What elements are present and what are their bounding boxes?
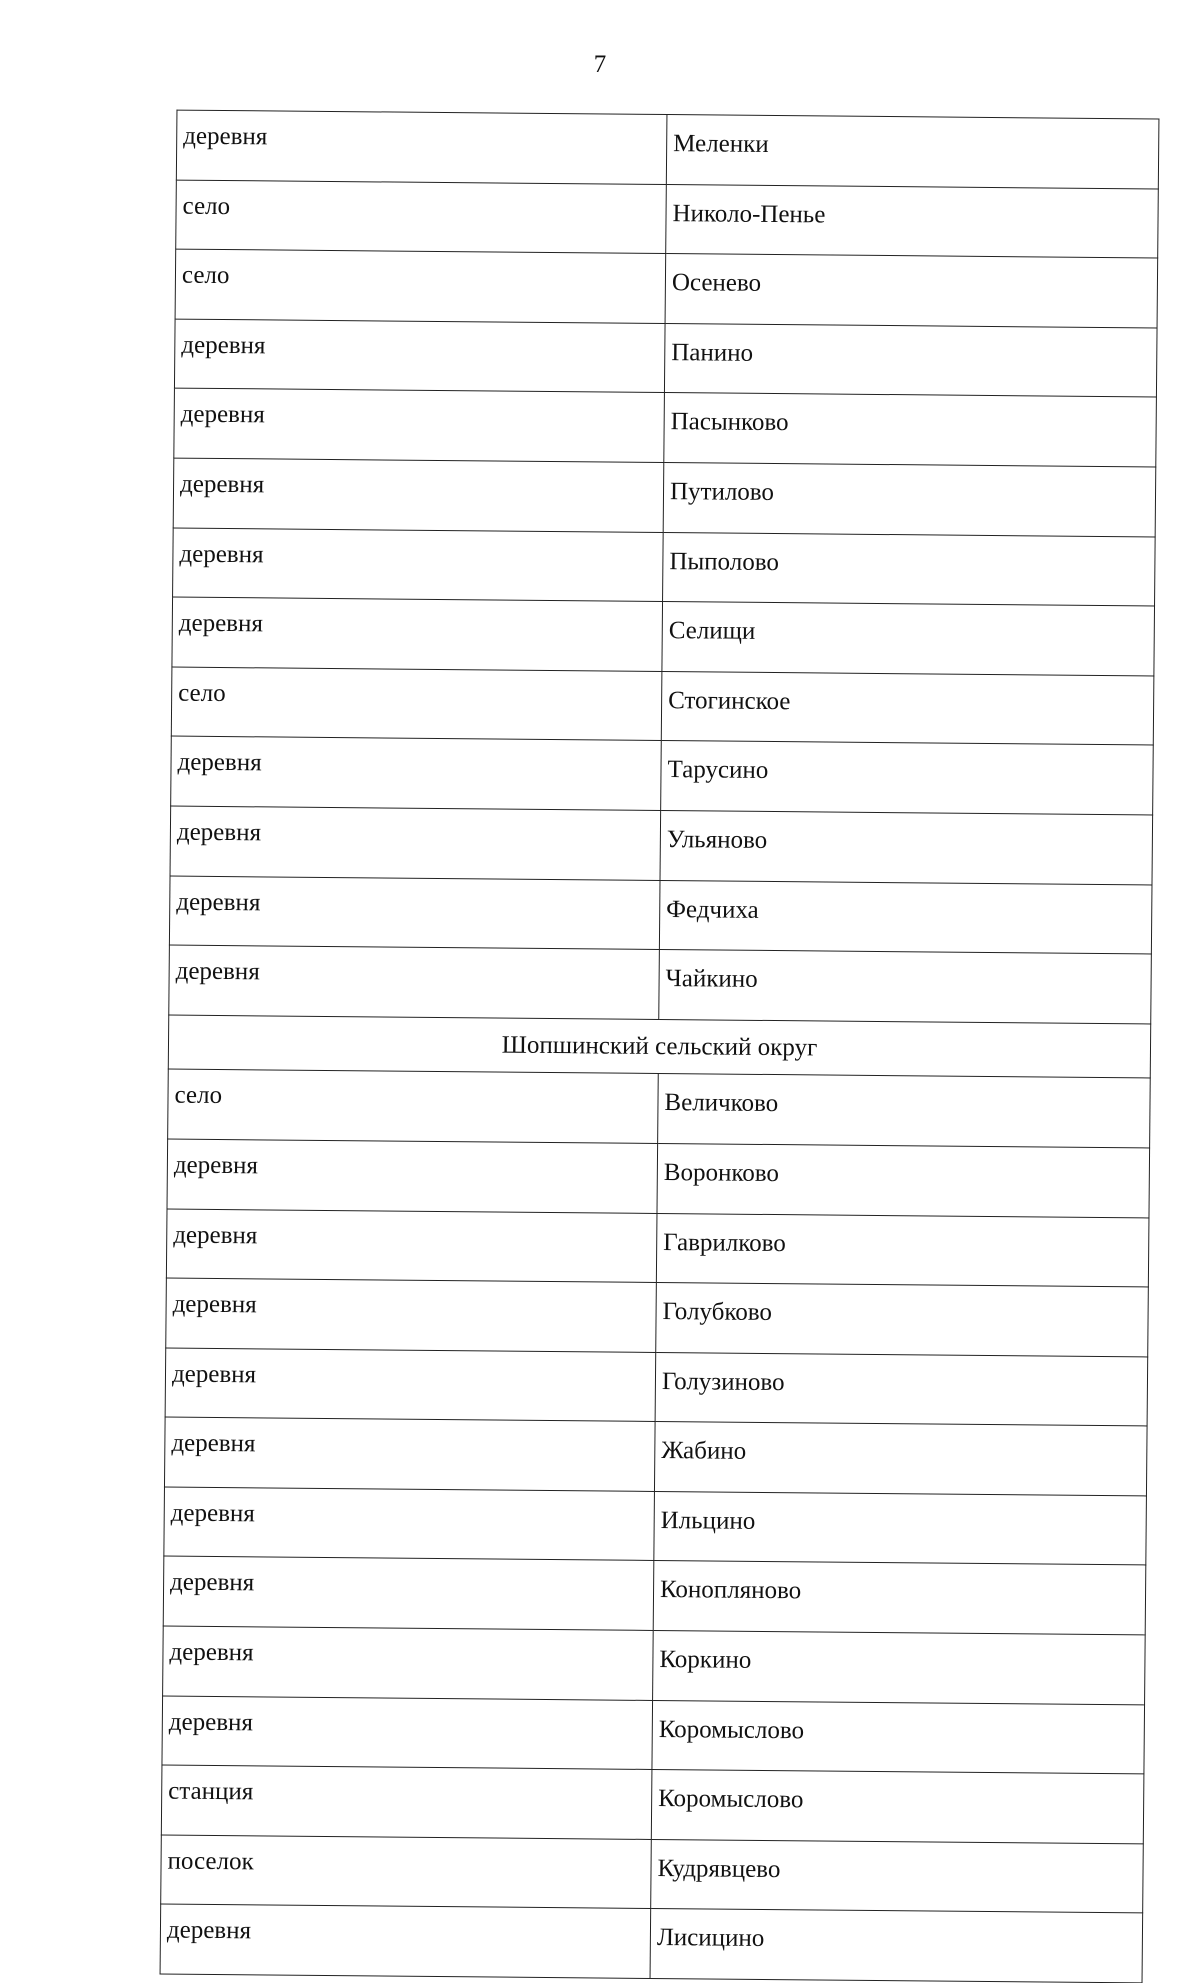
table-row bbox=[171, 667, 1154, 746]
settlement-name-cell: Путилово bbox=[663, 462, 1156, 536]
settlement-name-cell: Коромыслово bbox=[652, 1700, 1145, 1774]
table-row bbox=[165, 1348, 1148, 1427]
page-number: 7 bbox=[593, 51, 607, 78]
settlement-name-cell: Стогинское bbox=[661, 671, 1154, 745]
table-row bbox=[169, 945, 1152, 1024]
settlement-name-cell: Ильцино bbox=[654, 1491, 1147, 1565]
settlement-type-cell: деревня bbox=[160, 1904, 651, 1978]
settlement-name-cell: Тарусино bbox=[661, 741, 1154, 815]
table-row bbox=[174, 319, 1157, 398]
settlement-type-cell: деревня bbox=[165, 1348, 656, 1422]
table-row bbox=[162, 1696, 1145, 1775]
settlement-name-cell: Пыполово bbox=[663, 532, 1156, 606]
settlement-name-cell: Ульяново bbox=[660, 810, 1153, 884]
table-row bbox=[164, 1417, 1147, 1496]
section-title: Шопшинский сельский округ bbox=[168, 1015, 1150, 1079]
table-row bbox=[161, 1835, 1144, 1914]
settlement-type-cell: деревня bbox=[164, 1487, 655, 1561]
table-row bbox=[173, 528, 1156, 607]
settlement-name-cell: Федчиха bbox=[659, 880, 1152, 954]
settlement-type-cell: село bbox=[171, 667, 662, 741]
settlement-type-cell: село bbox=[168, 1069, 659, 1143]
settlement-name-cell: Осенево bbox=[665, 254, 1158, 328]
table-row bbox=[171, 736, 1154, 815]
table-row bbox=[173, 458, 1156, 537]
table-row bbox=[166, 1209, 1149, 1288]
table-row bbox=[168, 1069, 1151, 1148]
settlement-name-cell: Воронково bbox=[657, 1143, 1150, 1217]
settlements-table bbox=[160, 110, 1160, 1983]
table-row bbox=[176, 180, 1159, 259]
settlement-type-cell: деревня bbox=[173, 458, 664, 532]
table-row bbox=[163, 1626, 1146, 1705]
settlement-name-cell: Коромыслово bbox=[651, 1770, 1144, 1844]
settlement-type-cell: деревня bbox=[166, 1209, 657, 1283]
settlement-type-cell: деревня bbox=[169, 945, 660, 1019]
table-row bbox=[174, 388, 1157, 467]
settlement-type-cell: село bbox=[176, 180, 667, 254]
table-row bbox=[161, 1765, 1144, 1844]
settlement-type-cell: деревня bbox=[162, 1696, 653, 1770]
settlement-type-cell: деревня bbox=[174, 388, 665, 462]
table-row bbox=[163, 1556, 1146, 1635]
settlements-table-body bbox=[160, 110, 1159, 1983]
settlement-type-cell: деревня bbox=[170, 806, 661, 880]
table-row bbox=[176, 110, 1159, 189]
settlement-type-cell: деревня bbox=[172, 597, 663, 671]
settlement-type-cell: деревня bbox=[164, 1417, 655, 1491]
settlement-type-cell: деревня bbox=[173, 528, 664, 602]
settlement-name-cell: Пасынково bbox=[664, 393, 1157, 467]
settlement-type-cell: станция bbox=[161, 1765, 652, 1839]
settlement-type-cell: село bbox=[175, 249, 666, 323]
settlement-type-cell: деревня bbox=[163, 1556, 654, 1630]
table-row bbox=[175, 249, 1158, 328]
settlement-name-cell: Панино bbox=[664, 323, 1157, 397]
table-row bbox=[172, 597, 1155, 676]
table-row bbox=[170, 806, 1153, 885]
settlement-type-cell: деревня bbox=[171, 736, 662, 810]
settlement-name-cell: Меленки bbox=[666, 115, 1159, 189]
settlement-type-cell: деревня bbox=[166, 1278, 657, 1352]
settlement-name-cell: Кудрявцево bbox=[651, 1839, 1144, 1913]
settlement-name-cell: Жабино bbox=[654, 1422, 1147, 1496]
settlement-name-cell: Голубково bbox=[656, 1283, 1149, 1357]
section-header-row bbox=[168, 1015, 1150, 1079]
settlement-type-cell: деревня bbox=[167, 1139, 658, 1213]
table-row bbox=[167, 1139, 1150, 1218]
settlement-type-cell: деревня bbox=[163, 1626, 654, 1700]
settlement-name-cell: Конопляново bbox=[653, 1561, 1146, 1635]
settlement-type-cell: деревня bbox=[174, 319, 665, 393]
settlement-name-cell: Лисицино bbox=[650, 1909, 1143, 1983]
settlement-type-cell: деревня bbox=[169, 876, 660, 950]
settlement-name-cell: Величково bbox=[658, 1074, 1151, 1148]
table-row bbox=[166, 1278, 1149, 1357]
settlement-name-cell: Чайкино bbox=[659, 950, 1152, 1024]
settlement-name-cell: Голузиново bbox=[655, 1352, 1148, 1426]
table-row bbox=[169, 876, 1152, 955]
settlement-name-cell: Николо-Пенье bbox=[666, 184, 1159, 258]
settlement-name-cell: Гаврилково bbox=[656, 1213, 1149, 1287]
settlement-type-cell: деревня bbox=[176, 110, 667, 184]
settlement-name-cell: Селищи bbox=[662, 602, 1155, 676]
table-row bbox=[164, 1487, 1147, 1566]
table-row bbox=[160, 1904, 1143, 1983]
settlement-type-cell: поселок bbox=[161, 1835, 652, 1909]
settlement-name-cell: Коркино bbox=[653, 1631, 1146, 1705]
